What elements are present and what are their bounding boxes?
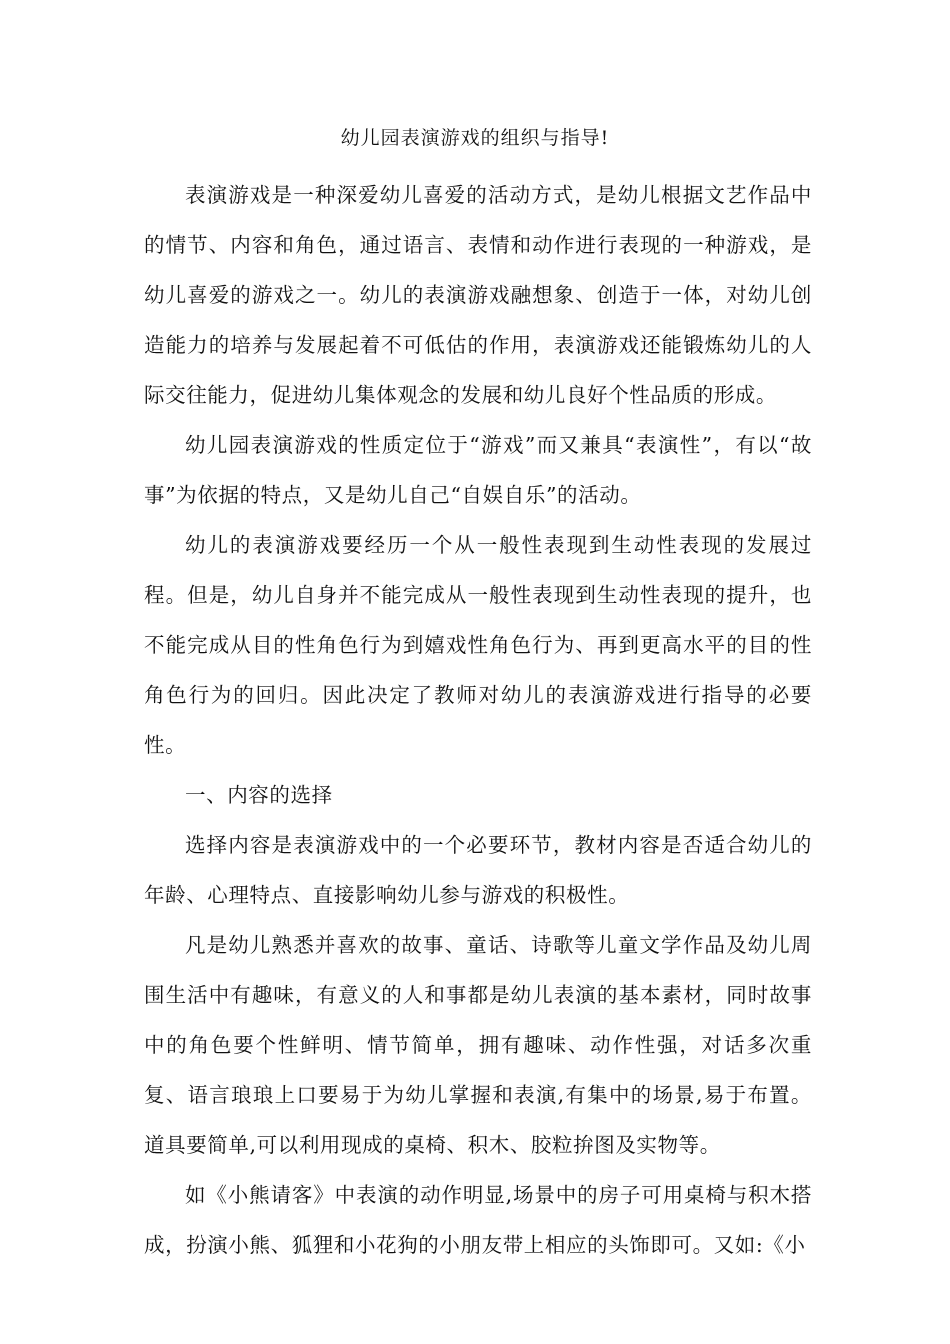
document-title: 幼儿园表演游戏的组织与指导!: [340, 127, 610, 149]
section-heading-content-selection: 一、内容的选择: [185, 783, 333, 807]
document-body: [144, 170, 812, 1270]
paragraph-intro: 表演游戏是一种深爱幼儿喜爱的活动方式，是幼儿根据文艺作品中的情节、内容和角色，通过语言、表情和动作进行表现的一种游戏，是幼儿喜爱的游戏之一。幼儿的表演游戏融想象、创造于一体，对幼儿创造能力的培养与发展起着不可低估的作用，表演游戏还能锻炼幼儿的人际交往能力，促进幼儿集体观念的发展和幼儿良好个性品质的形成。: [144, 183, 812, 407]
paragraph-nature: 幼儿园表演游戏的性质定位于“游戏”而又兼具“表演性”，有以“故事”为依据的特点，又是幼儿自己“自娱自乐”的活动。: [144, 433, 812, 507]
paragraph-example: 如《小熊请客》中表演的动作明显,场景中的房子可用桌椅与积木搭成，扮演小熊、狐狸和小花狗的小朋友带上相应的头饰即可。又如:《小: [144, 1183, 812, 1257]
paragraph-selection: 选择内容是表演游戏中的一个必要环节，教材内容是否适合幼儿的年龄、心理特点、直接影响幼儿参与游戏的积极性。: [144, 833, 812, 907]
paragraph-development: 幼儿的表演游戏要经历一个从一般性表现到生动性表现的发展过程。但是，幼儿自身并不能完成从一般性表现到生动性表现的提升，也不能完成从目的性角色行为到嬉戏性角色行为、再到更高水平的目的性角色行为的回归。因此决定了教师对幼儿的表演游戏进行指导的必要性。: [144, 533, 812, 757]
paragraph-materials: 凡是幼儿熟悉并喜欢的故事、童话、诗歌等儿童文学作品及幼儿周围生活中有趣味，有意义的人和事都是幼儿表演的基本素材，同时故事中的角色要个性鲜明、情节简单，拥有趣味、动作性强，对话多次重复、语言琅琅上口要易于为幼儿掌握和表演,有集中的场景,易于布置。道具要简单,可以利用现成的桌椅、积木、胶粒拚图及实物等。: [144, 933, 812, 1157]
